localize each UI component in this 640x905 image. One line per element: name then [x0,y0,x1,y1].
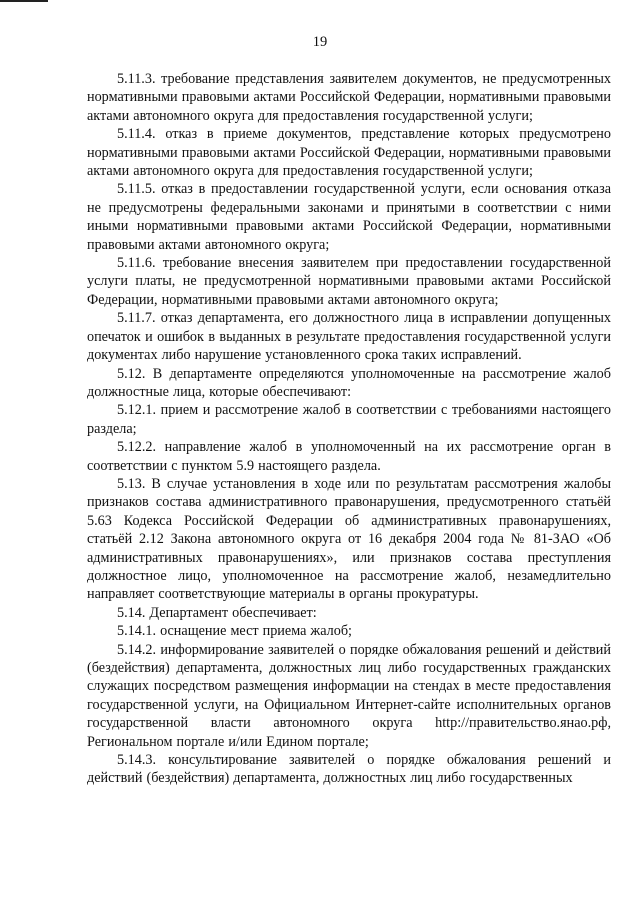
paragraph-5-11-7: 5.11.7. отказ департамента, его должностного лица в исправлении допущенных опечаток и ошибок в выданных в результате предоставления государственной услуги документах либо нарушение установленного срока таких исправлений. [87,310,611,364]
paragraph-5-11-3: 5.11.3. требование представления заявителем документов, не предусмотренных нормативными правовыми актами Российской Федерации, нормативными правовыми актами автономного округа для предоставления государственной услуги; [87,71,611,124]
paragraph-5-13: 5.13. В случае установления в ходе или по результатам рассмотрения жалобы признаков состава административного правонарушения, предусмотренного статьёй 5.63 Кодекса Российской Федерации об административных правонарушениях, статьёй 2.12 Закона автономного округа от 16 декабря 2004 года № 81-ЗАО «Об административных правонарушениях», или признаков состава преступления должностное лицо, уполномоченное на рассмотрение жалоб, незамедлительно направляет соответствующие материалы в органы прокуратуры. [87,475,611,603]
paragraph-5-11-5: 5.11.5. отказ в предоставлении государственной услуги, если основания отказа не предусмотрены федеральными законами и принятыми в соответствии с ними иными нормативными правовыми актами Российской Федерации, нормативными правовыми актами автономного округа; [87,181,611,253]
page-body [87,70,611,788]
paragraph-5-14: 5.14. Департамент обеспечивает: [117,604,317,621]
paragraph-5-11-6: 5.11.6. требование внесения заявителем при предоставлении государственной услуги платы, не предусмотренной нормативными правовыми актами Российской Федерации, нормативными правовыми актами автономного округа; [87,255,611,308]
corner-mark [0,0,48,2]
paragraph-5-14-1: 5.14.1. оснащение мест приема жалоб; [117,623,352,640]
page-number: 19 [312,34,328,50]
paragraph-5-12-2: 5.12.2. направление жалоб в уполномоченный на их рассмотрение орган в соответствии с пунктом 5.9 настоящего раздела. [87,439,611,474]
paragraph-5-11-4: 5.11.4. отказ в приеме документов, представление которых предусмотрено нормативными правовыми актами Российской Федерации, нормативными правовыми актами автономного округа для предоставления государственной услуги; [87,126,611,180]
paragraph-5-12: 5.12. В департаменте определяются уполномоченные на рассмотрение жалоб должностные лица, которые обеспечивают: [87,365,611,400]
paragraph-5-12-1: 5.12.1. прием и рассмотрение жалоб в соответствии с требованиями настоящего раздела; [87,402,611,437]
paragraph-5-14-2: 5.14.2. информирование заявителей о порядке обжалования решений и действий (бездействия) департамента, должностных лиц либо государственных гражданских служащих посредством размещения информации на стендах в месте предоставления государственной услуги, на Официальном Интернет-сайте исполнительных органов государственной власти автономного округа http://правительство.янао.рф, Региональном портале и/или Едином портале; [87,641,611,750]
paragraph-5-14-3: 5.14.3. консультирование заявителей о порядке обжалования решений и действий (бездействия) департамента, должностных лиц либо государственных [87,752,611,787]
